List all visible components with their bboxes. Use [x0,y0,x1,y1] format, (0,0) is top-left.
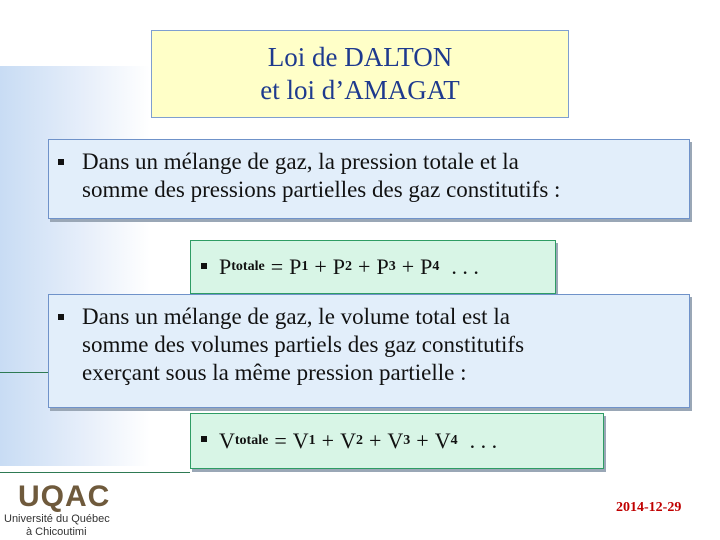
formula-symbol: V [387,428,404,453]
formula-dalton [190,240,556,294]
bullet-line: somme des pressions partielles des gaz constitutifs : [82,177,561,202]
formula-op: + [314,254,327,279]
formula-op: = [270,254,284,279]
formula-lhs-sub: totale [231,259,265,274]
slide-date: 2014-12-29 [616,500,682,515]
title-line-2: et loi d’AMAGAT [260,75,460,105]
formula-symbol: P [289,254,302,279]
formula-op: + [321,428,335,453]
formula-sub: 3 [388,259,396,274]
formula-symbol: V [340,428,356,453]
formula-op: + [368,428,382,453]
background-line [0,472,190,473]
formula-symbol: V [292,428,309,453]
formula-sub: 1 [301,259,309,274]
formula-sub: 2 [355,433,363,448]
title-line-1: Loi de DALTON [267,42,453,72]
slide-title [151,30,569,118]
bullet-line: exerçant sous la même pression partielle : [82,360,467,385]
formula-symbol: P [420,254,433,279]
square-bullet-icon [201,436,207,442]
formula-sub: 4 [432,259,440,274]
formula-amagat [190,413,604,469]
bullet-line: Dans un mélange de gaz, la pression totale et la [82,149,519,174]
formula-sub: 2 [345,259,353,274]
formula-sub: 1 [308,433,316,448]
logo-name: UQAC [18,480,111,513]
formula-symbol: V [434,428,451,453]
uqac-logo [4,480,124,538]
bullet-box-dalton [48,139,690,219]
formula-symbol: P [332,254,346,279]
formula-sub: 3 [403,433,411,448]
formula-lhs-symbol: P [219,254,232,279]
formula-op: + [358,254,371,279]
formula-op: + [416,428,429,453]
background-line [0,372,48,373]
formula-op: = [274,428,287,453]
formula-op: + [401,254,415,279]
logo-line-1: Université du Québec [4,513,110,525]
formula-sub: 4 [450,433,458,448]
square-bullet-icon [58,314,64,320]
bullet-line: Dans un mélange de gaz, le volume total est la [82,304,510,329]
formula-lhs-symbol: V [219,428,235,453]
formula-symbol: P [376,254,389,279]
bullet-box-amagat [48,294,690,408]
square-bullet-icon [58,159,64,165]
logo-line-2: à Chicoutimi [26,526,87,538]
formula-ellipsis: . . . [451,254,479,279]
square-bullet-icon [201,263,207,269]
bullet-line: somme des volumes partiels des gaz constitutifs [82,332,525,357]
formula-lhs-sub: totale [234,433,269,448]
formula-ellipsis: . . . [469,428,498,453]
